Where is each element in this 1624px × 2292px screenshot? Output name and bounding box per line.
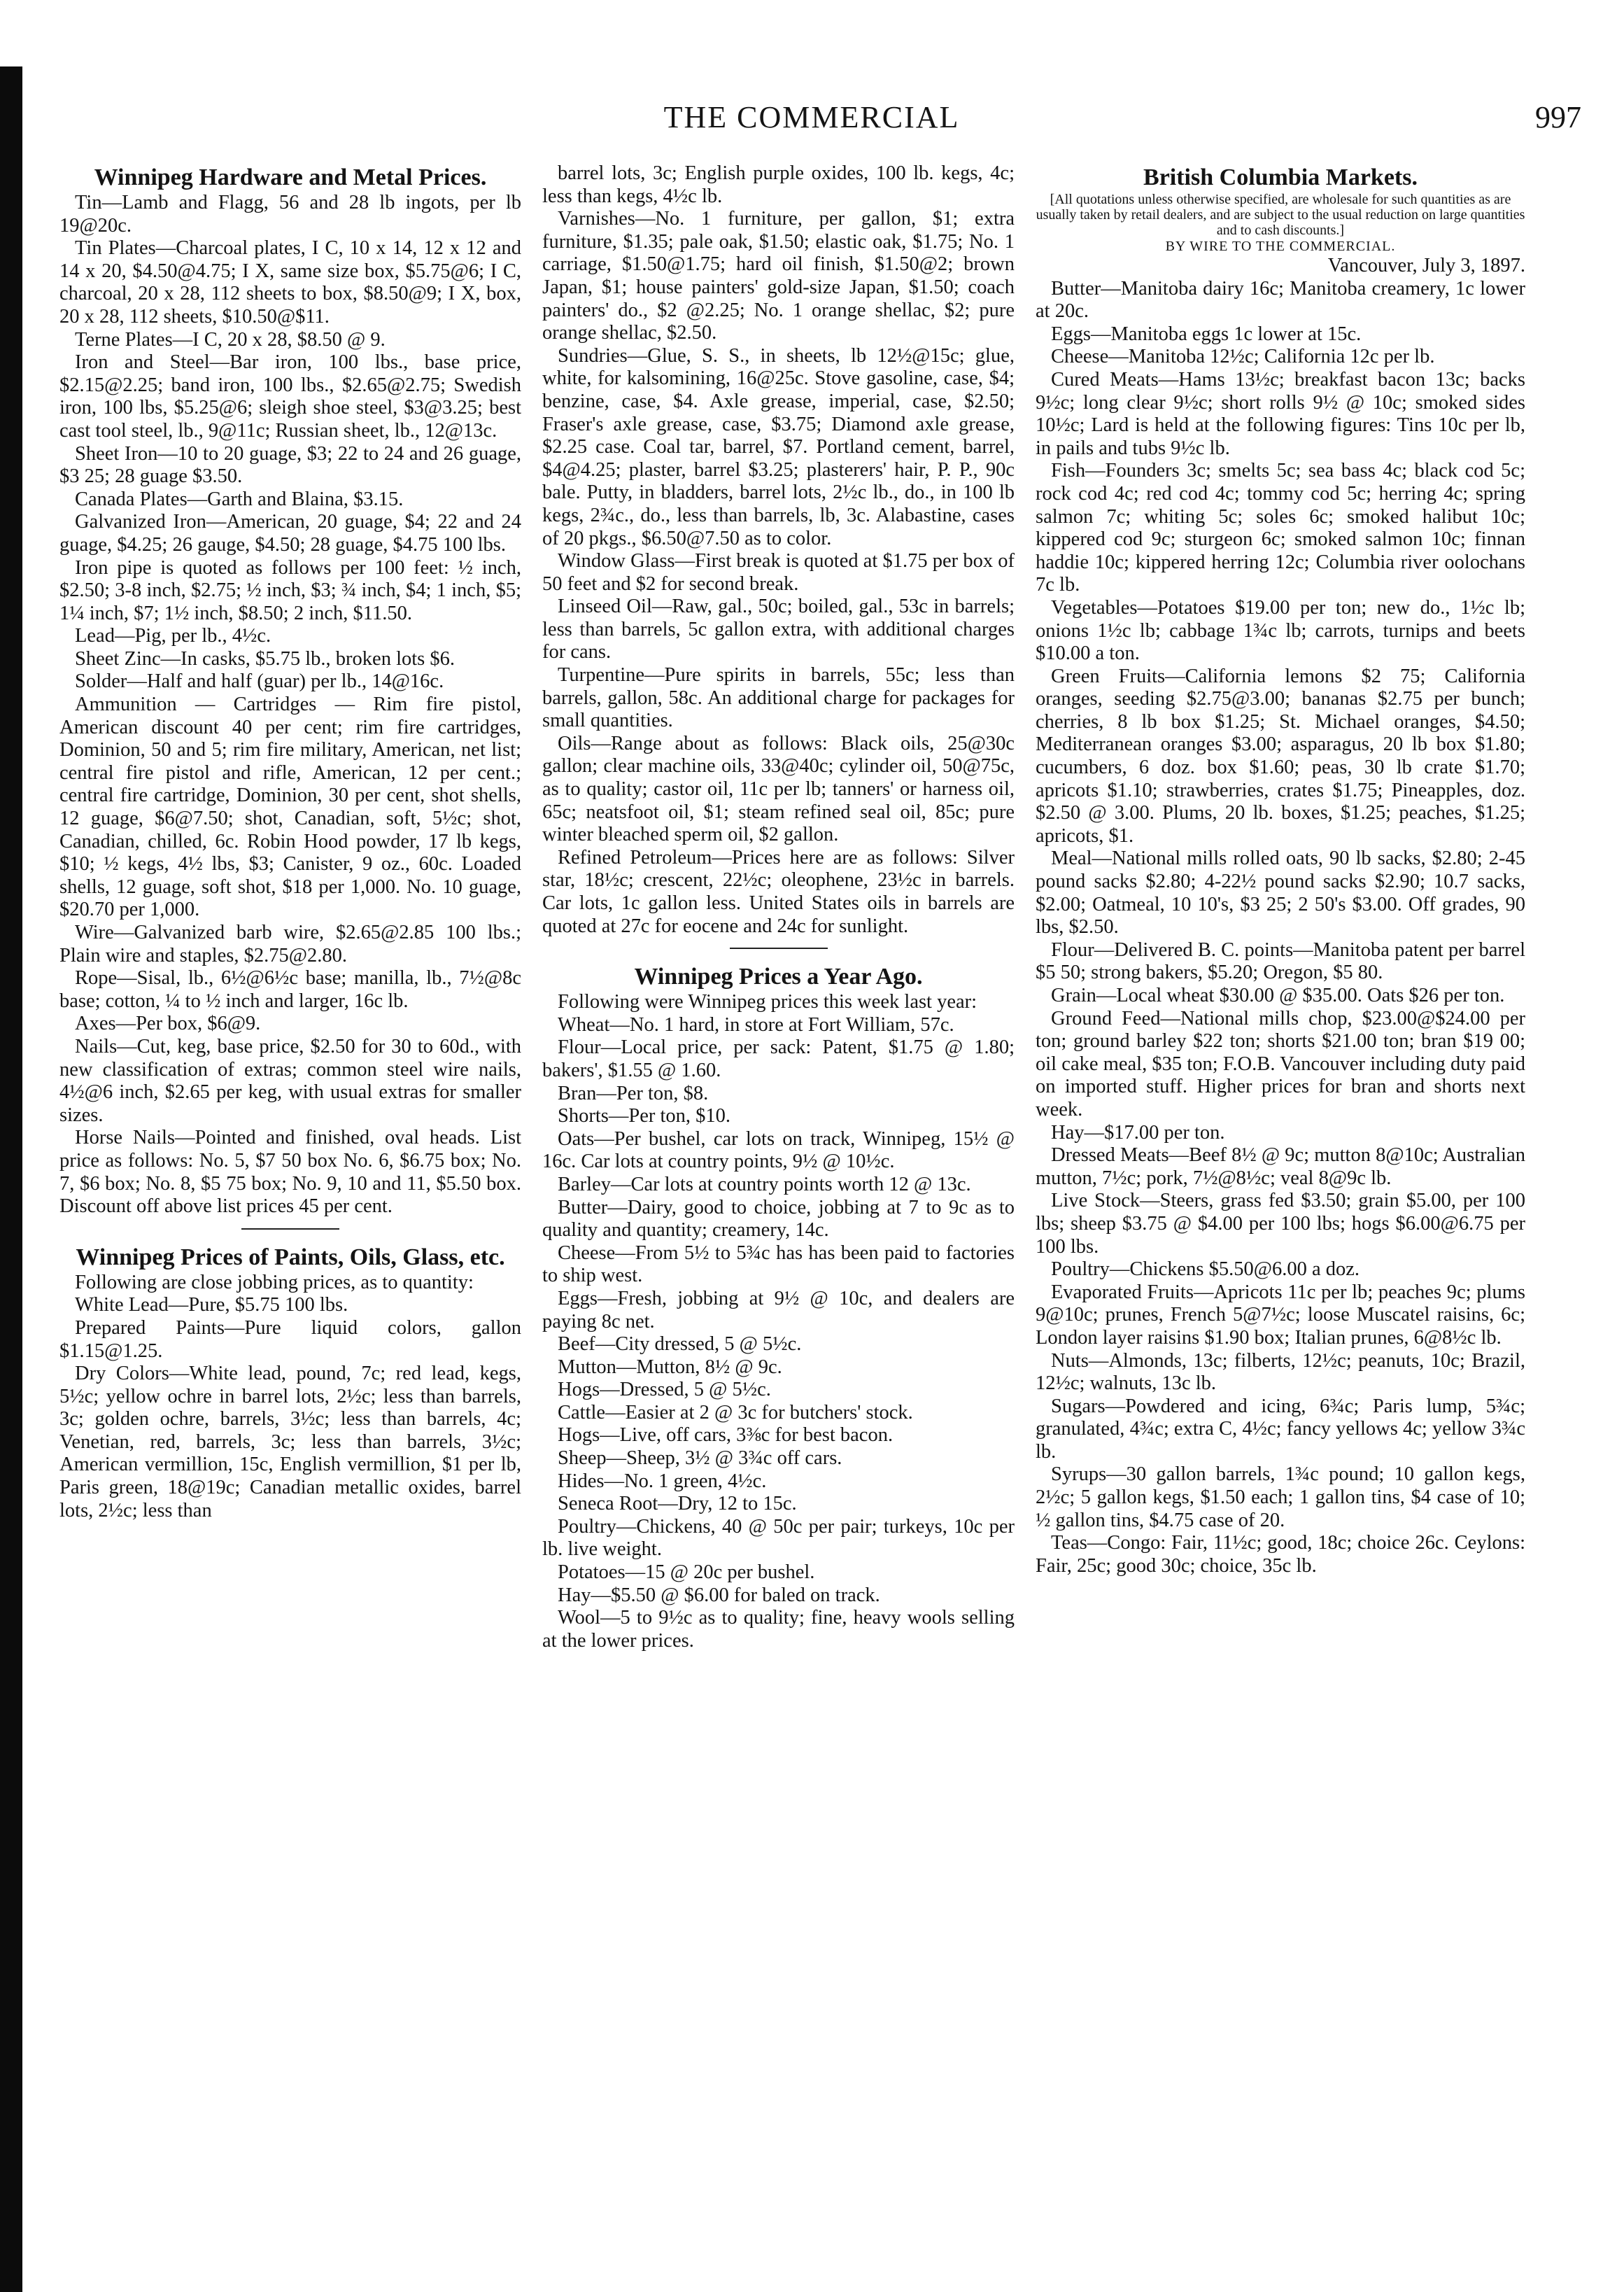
section-heading: Winnipeg Prices a Year Ago. bbox=[634, 964, 923, 990]
price-paragraph: Window Glass—First break is quoted at $1.75 per box of 50 feet and $2 for second break. bbox=[542, 550, 1015, 595]
price-paragraph: Lead—Pig, per lb., 4½c. bbox=[75, 625, 271, 647]
price-paragraph: Sundries—Glue, S. S., in sheets, lb 12½@15c; glue, white, for kalsomining, 16@25c. Stove gasoline, case, $4; benzine, case, $4. Axle grease, imperial, case, $2.50; Fraser's axle grease, case, $3.75; Diamond axle grease, $2.25 case. Coal tar, barrel, $7. Portland cement, barrel, $4@4.25; plaster, barrel $3.25; plasterers' hair, P. P., 90c bale. Putty, in bladders, barrel lots, 2½c lb., do., in 100 lb kegs, 2¾c., do., less than barrels, lb, 3c. Alabastine, cases of 20 pkgs., $6.50@7.50 as to color. bbox=[542, 344, 1015, 549]
price-paragraph: Flour—Local price, per sack: Patent, $1.75 @ 1.80; bakers', $1.55 @ 1.60. bbox=[542, 1036, 1015, 1081]
price-paragraph: Nuts—Almonds, 13c; filberts, 12½c; peanuts, 10c; Brazil, 12½c; walnuts, 13c lb. bbox=[1036, 1349, 1525, 1395]
price-paragraph: Seneca Root—Dry, 12 to 15c. bbox=[558, 1493, 797, 1515]
price-paragraph: Butter—Dairy, good to choice, jobbing at 7 to 9c as to quality and quantity; creamery, 14c. bbox=[542, 1196, 1015, 1242]
price-paragraph: Butter—Manitoba dairy 16c; Manitoba creamery, 1c lower at 20c. bbox=[1036, 277, 1525, 323]
price-paragraph: Potatoes—15 @ 20c per bushel. bbox=[558, 1561, 815, 1584]
price-paragraph: Sheep—Sheep, 3½ @ 3¾c off cars. bbox=[558, 1447, 842, 1470]
price-paragraph: Following were Winnipeg prices this week last year: bbox=[558, 991, 977, 1013]
price-paragraph: Dressed Meats—Beef 8½ @ 9c; mutton 8@10c; Australian mutton, 7½c; pork, 7½@8½c; veal 8@9c lb. bbox=[1036, 1144, 1525, 1189]
price-paragraph: Axes—Per box, $6@9. bbox=[75, 1013, 261, 1035]
price-paragraph: Dry Colors—White lead, pound, 7c; red lead, kegs, 5½c; yellow ochre in barrel lots, 2½c; less than barrels, 3c; golden ochre, barrels, 3½c; less than barrels, 4c; Venetian, red, barrels, 3c; less than barrels, 3½c; American vermillion, 15c, English vermillion, $1 per lb, Paris green, 18@19c; Canadian metallic oxides, barrel lots, 2½c; less than bbox=[59, 1363, 521, 1521]
section-heading: British Columbia Markets. bbox=[1143, 164, 1418, 190]
price-paragraph: Wheat—No. 1 hard, in store at Fort William, 57c. bbox=[558, 1013, 954, 1036]
price-paragraph: Tin—Lamb and Flagg, 56 and 28 lb ingots, per lb 19@20c. bbox=[59, 192, 521, 237]
price-paragraph: Shorts—Per ton, $10. bbox=[558, 1105, 731, 1127]
column-left bbox=[59, 162, 521, 1529]
price-paragraph: Turpentine—Pure spirits in barrels, 55c; less than barrels, gallon, 58c. An additional charge for packages for small quantities. bbox=[542, 664, 1015, 732]
price-section bbox=[59, 165, 521, 1218]
price-paragraph: Hogs—Dressed, 5 @ 5½c. bbox=[558, 1379, 771, 1401]
section-heading: Winnipeg Hardware and Metal Prices. bbox=[94, 164, 487, 190]
price-paragraph: Linseed Oil—Raw, gal., 50c; boiled, gal., 53c in barrels; less than barrels, 5c gallon extra, with additional charges for cans. bbox=[542, 596, 1015, 663]
price-paragraph: Sheet Zinc—In casks, $5.75 lb., broken lots $6. bbox=[75, 647, 456, 670]
price-section bbox=[542, 162, 1015, 938]
price-paragraph: Oats—Per bushel, car lots on track, Winnipeg, 15½ @ 16c. Car lots at country points, 9½ @ 10½c. bbox=[542, 1127, 1015, 1173]
section-divider bbox=[241, 1228, 339, 1230]
price-paragraph: Live Stock—Steers, grass fed $3.50; grain $5.00, per 100 lbs; sheep $3.75 @ $4.00 per 100 lbs; hogs $6.00@6.75 per 100 lbs. bbox=[1036, 1190, 1525, 1258]
price-paragraph: Poultry—Chickens, 40 @ 50c per pair; turkeys, 10c per lb. live weight. bbox=[542, 1515, 1015, 1561]
price-paragraph: Horse Nails—Pointed and finished, oval heads. List price as follows: No. 5, $7 50 box No. 6, $6.75 box; No. 7, $6 box; No. 8, $5 75 box; No. 9, 10 and 11, $5.50 box. Discount off above list prices 45 per cent. bbox=[59, 1127, 521, 1218]
price-paragraph: Beef—City dressed, 5 @ 5½c. bbox=[558, 1333, 802, 1356]
price-paragraph: Vegetables—Potatoes $19.00 per ton; new do., 1½c lb; onions 1½c lb; cabbage 1¾c lb; carrots, turnips and beets $10.00 a ton. bbox=[1036, 596, 1525, 665]
price-paragraph: Green Fruits—California lemons $2 75; California oranges, seeding $2.75@3.00; bananas $2.75 per bunch; cherries, 8 lb box $1.25; St. Michael oranges, $4.50; Mediterranean oranges $3.00; asparagus, 20 lb box $1.80; cucumbers, 6 doz. box $1.60; peas, 30 lb crate $1.70; apricots $1.10; strawberries, crates $1.75; Pineapples, doz. $2.50 @ 3.00. Plums, 20 lb. boxes, $1.25; peaches, $1.25; apricots, $1. bbox=[1036, 665, 1525, 847]
price-paragraph: Cheese—Manitoba 12½c; California 12c per lb. bbox=[1051, 346, 1435, 368]
price-paragraph: Varnishes—No. 1 furniture, per gallon, $1; extra furniture, $1.35; pale oak, $1.50; elastic oak, $1.75; No. 1 carriage, $1.50@1.75; hard oil finish, $1.50@2; brown Japan, $1; house painters' gold-size Japan, $1.50; coach painters' do., $2 @2.25; No. 1 orange shellac, $2; pure orange shellac, $2.50. bbox=[542, 208, 1015, 344]
price-paragraph: Bran—Per ton, $8. bbox=[558, 1082, 709, 1104]
price-paragraph: Sugars—Powdered and icing, 6¾c; Paris lump, 5¾c; granulated, 4¾c; extra C, 4½c; fancy yellows 4c; yellow 3¾c lb. bbox=[1036, 1395, 1525, 1463]
price-paragraph: Syrups—30 gallon barrels, 1¾c pound; 10 gallon kegs, 2½c; 5 gallon kegs, $1.50 each; 1 gallon tins, $4 case of 10; ½ gallon tins, $4.75 case of 20. bbox=[1036, 1463, 1525, 1531]
price-paragraph: Iron pipe is quoted as follows per 100 feet: ½ inch, $2.50; 3-8 inch, $2.75; ½ inch, $3; ¾ inch, $4; 1 inch, $5; 1¼ inch, $7; 1½ inch, $8.50; 2 inch, $11.50. bbox=[59, 556, 521, 624]
price-section bbox=[542, 948, 1015, 1652]
price-paragraph: Eggs—Fresh, jobbing at 9½ @ 10c, and dealers are paying 8c net. bbox=[542, 1287, 1015, 1333]
price-paragraph: Nails—Cut, keg, base price, $2.50 for 30 to 60d., with new classification of extras; common steel wire nails, 4½@6 inch, $2.65 per keg, with usual extras for smaller sizes. bbox=[59, 1035, 521, 1126]
price-section bbox=[59, 1228, 521, 1523]
quotation-note: [All quotations unless otherwise specified, are wholesale for such quantities as are usually taken by retail dealers, and are subject to the usual reduction on large quantities and to cash discounts.] bbox=[1036, 192, 1525, 238]
dateline: Vancouver, July 3, 1897. bbox=[1327, 255, 1525, 276]
price-paragraph: Hay—$17.00 per ton. bbox=[1051, 1121, 1225, 1144]
journal-title: THE COMMERCIAL bbox=[663, 100, 960, 134]
column-right bbox=[1036, 162, 1525, 1584]
price-paragraph: Terne Plates—I C, 20 x 28, $8.50 @ 9. bbox=[75, 328, 386, 351]
section-heading: Winnipeg Prices of Paints, Oils, Glass, etc. bbox=[76, 1244, 505, 1270]
price-paragraph: Prepared Paints—Pure liquid colors, gallon $1.15@1.25. bbox=[59, 1316, 521, 1362]
price-paragraph: Wire—Galvanized barb wire, $2.65@2.85 100 lbs.; Plain wire and staples, $2.75@2.80. bbox=[59, 922, 521, 966]
price-paragraph: Fish—Founders 3c; smelts 5c; sea bass 4c; black cod 5c; rock cod 4c; red cod 4c; tommy cod 5c; herring 4c; spring salmon 7c; whiting 5c; soles 6c; smoked halibut 10c; kippered cod 9c; sturgeon 6c; smoked salmon 10c; finnan haddie 10c; kippered herring 12c; Columbia river oolochans 7c lb. bbox=[1036, 460, 1525, 596]
price-paragraph: Hay—$5.50 @ $6.00 for baled on track. bbox=[558, 1584, 880, 1606]
price-paragraph: Cattle—Easier at 2 @ 3c for butchers' stock. bbox=[558, 1401, 913, 1423]
price-paragraph: Solder—Half and half (guar) per lb., 14@16c. bbox=[75, 670, 444, 693]
price-paragraph: Hides—No. 1 green, 4½c. bbox=[558, 1470, 767, 1492]
price-paragraph: barrel lots, 3c; English purple oxides, 100 lb. kegs, 4c; less than kegs, 4½c lb. bbox=[542, 162, 1015, 207]
page-binding-edge bbox=[0, 66, 22, 2292]
price-paragraph: Teas—Congo: Fair, 11½c; good, 18c; choice 26c. Ceylons: Fair, 25c; good 30c; choice, 35c lb. bbox=[1036, 1532, 1525, 1577]
price-paragraph: Cheese—From 5½ to 5¾c has has been paid to factories to ship west. bbox=[542, 1242, 1015, 1287]
section-divider bbox=[730, 948, 828, 949]
price-paragraph: White Lead—Pure, $5.75 100 lbs. bbox=[75, 1294, 348, 1316]
wire-credit: BY WIRE TO THE COMMERCIAL. bbox=[1165, 239, 1396, 254]
price-paragraph: Oils—Range about as follows: Black oils, 25@30c gallon; clear machine oils, 33@40c; cylinder oil, 50@75c, as to quality; castor oil, 11c per lb; tanners' or harness oil, 65c; neatsfoot oil, $1; steam refined seal oil, 85c; pure winter bleached sperm oil, $2 gallon. bbox=[542, 732, 1015, 846]
price-paragraph: Barley—Car lots at country points worth 12 @ 13c. bbox=[558, 1173, 971, 1195]
price-paragraph: Mutton—Mutton, 8½ @ 9c. bbox=[558, 1356, 782, 1378]
price-paragraph: Poultry—Chickens $5.50@6.00 a doz. bbox=[1051, 1258, 1360, 1281]
price-paragraph: Tin Plates—Charcoal plates, I C, 10 x 14, 12 x 12 and 14 x 20, $4.50@4.75; I X, same size box, $5.75@6; I C, charcoal, 20 x 28, 112 sheets to box, $8.50@9; I X, box, 20 x 28, 112 sheets, $10.50@$11. bbox=[59, 237, 521, 328]
price-paragraph: Sheet Iron—10 to 20 guage, $3; 22 to 24 and 26 guage, $3 25; 28 guage $3.50. bbox=[59, 442, 521, 488]
page-number: 997 bbox=[1535, 100, 1581, 134]
price-paragraph: Evaporated Fruits—Apricots 11c per lb; peaches 9c; plums 9@10c; prunes, French 5@7½c; loose Muscatel raisins, 6c; London layer raisins $1.90 box; Italian prunes, 6@8½c lb. bbox=[1036, 1281, 1525, 1349]
price-paragraph: Cured Meats—Hams 13½c; breakfast bacon 13c; backs 9½c; long clear 9½c; short rolls 9½ @ 10c; smoked sides 10½c; Lard is held at the following figures: Tins 10c per lb, in pails and tubs 9½c lb. bbox=[1036, 368, 1525, 459]
price-paragraph: Ground Feed—National mills chop, $23.00@$24.00 per ton; ground barley $22 ton; shorts $21.00 ton; bran $19 00; oil cake meal, $35 ton; F.O.B. Vancouver including duty paid on imported stuff. Higher prices for bran and shorts next week. bbox=[1036, 1007, 1525, 1120]
price-paragraph: Hogs—Live, off cars, 3⅜c for best bacon. bbox=[558, 1424, 894, 1447]
column-middle bbox=[542, 162, 1015, 1659]
price-paragraph: Rope—Sisal, lb., 6½@6½c base; manilla, lb., 7½@8c base; cotton, ¼ to ½ inch and larger, 16c lb. bbox=[59, 967, 521, 1012]
price-paragraph: Refined Petroleum—Prices here are as follows: Silver star, 18½c; crescent, 22½c; oleophene, 23½c in barrels. Car lots, 1c gallon less. United States oils in barrels are quoted at 27c for eocene and 24c for sunlight. bbox=[542, 846, 1015, 937]
price-paragraph: Galvanized Iron—American, 20 guage, $4; 22 and 24 guage, $4.25; 26 gauge, $4.50; 28 guage, $4.75 100 lbs. bbox=[59, 511, 521, 556]
price-paragraph: Meal—National mills rolled oats, 90 lb sacks, $2.80; 2-45 pound sacks $2.80; 4-22½ pound sacks $2.90; 10.7 sacks, $2.00; Oatmeal, 10 10's, $3 25; 2 50's $3.00. Off grades, 90 lbs, $2.50. bbox=[1036, 848, 1525, 938]
price-paragraph: Iron and Steel—Bar iron, 100 lbs., base price, $2.15@2.25; band iron, 100 lbs., $2.65@2.75; Swedish iron, 100 lbs, $5.25@6; sleigh shoe steel, $3@3.25; best cast tool steel, lb., 9@11c; Russian sheet, lb., 12@13c. bbox=[59, 351, 521, 442]
price-paragraph: Flour—Delivered B. C. points—Manitoba patent per barrel $5 50; strong bakers, $5.20; Oregon, $5 80. bbox=[1036, 938, 1525, 984]
price-paragraph: Grain—Local wheat $30.00 @ $35.00. Oats $26 per ton. bbox=[1051, 985, 1505, 1006]
page-header bbox=[42, 99, 1581, 141]
price-paragraph: Following are close jobbing prices, as to quantity: bbox=[75, 1271, 474, 1293]
price-paragraph: Eggs—Manitoba eggs 1c lower at 15c. bbox=[1051, 323, 1362, 345]
price-paragraph: Wool—5 to 9½c as to quality; fine, heavy wools selling at the lower prices. bbox=[542, 1607, 1015, 1652]
price-section bbox=[1036, 165, 1525, 1577]
price-paragraph: Canada Plates—Garth and Blaina, $3.15. bbox=[75, 488, 404, 510]
price-paragraph: Ammunition — Cartridges — Rim fire pistol, American discount 40 per cent; rim fire cartridges, Dominion, 50 and 5; rim fire military, American, net list; central fire pistol and rifle, American, 12 per cent.; central fire cartridge, Dominion, 30 per cent, shot shells, 12 guage, $6@7.50; shot, Canadian, soft, 5½c; shot, Canadian, chilled, 6c. Robin Hood powder, 17 lb kegs, $10; ½ kegs, 4½ lbs, $3; Canister, 9 oz., 60c. Loaded shells, 12 guage, soft shot, $18 per 1,000. No. 10 guage, $20.70 per 1,000. bbox=[59, 694, 521, 921]
